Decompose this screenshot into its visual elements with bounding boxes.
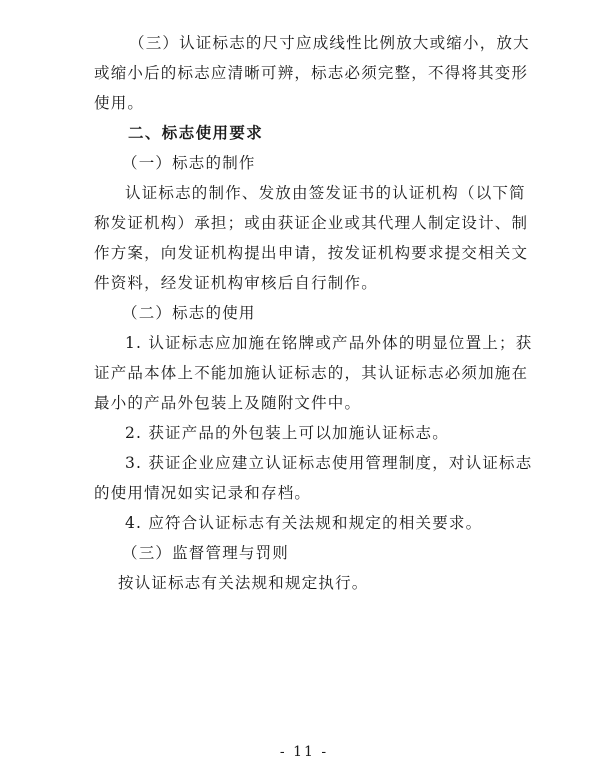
list-item-line: 的使用情况如实记录和存档。 <box>94 484 312 502</box>
paragraph-line: 或缩小后的标志应清晰可辨，标志必须完整，不得将其变形 <box>94 64 529 82</box>
paragraph-line: 使用。 <box>94 94 145 112</box>
subsection-heading: （三）监督管理与罚则 <box>122 544 290 562</box>
paragraph-line: 按认证标志有关法规和规定执行。 <box>118 574 369 592</box>
list-item-line: 1. 认证标志应加施在铭牌或产品外体的明显位置上；获 <box>125 334 533 352</box>
section-heading: 二、标志使用要求 <box>128 124 264 142</box>
page-number: - 11 - <box>279 744 329 760</box>
list-item-line: 4. 应符合认证标志有关法规和规定的相关要求。 <box>125 514 483 532</box>
subsection-heading: （一）标志的制作 <box>122 154 256 172</box>
list-item-line: 最小的产品外包装上及随附文件中。 <box>94 394 362 412</box>
subsection-heading: （二）标志的使用 <box>122 304 256 322</box>
list-item-line: 证产品本体上不能加施认证标志的，其认证标志必须加施在 <box>94 364 529 382</box>
list-item-line: 2. 获证产品的外包装上可以加施认证标志。 <box>125 424 449 442</box>
paragraph-line: 件资料，经发证机构审核后自行制作。 <box>94 274 378 292</box>
paragraph-line: （三）认证标志的尺寸应成线性比例放大或缩小，放大 <box>129 34 530 52</box>
paragraph-line: 作方案，向发证机构提出申请，按发证机构要求提交相关文 <box>94 244 529 262</box>
paragraph-line: 称发证机构）承担；或由获证企业或其代理人制定设计、制 <box>94 214 529 232</box>
list-item-line: 3. 获证企业应建立认证标志使用管理制度，对认证标志 <box>125 454 533 472</box>
paragraph-line: 认证标志的制作、发放由签发证书的认证机构（以下简 <box>125 184 526 202</box>
